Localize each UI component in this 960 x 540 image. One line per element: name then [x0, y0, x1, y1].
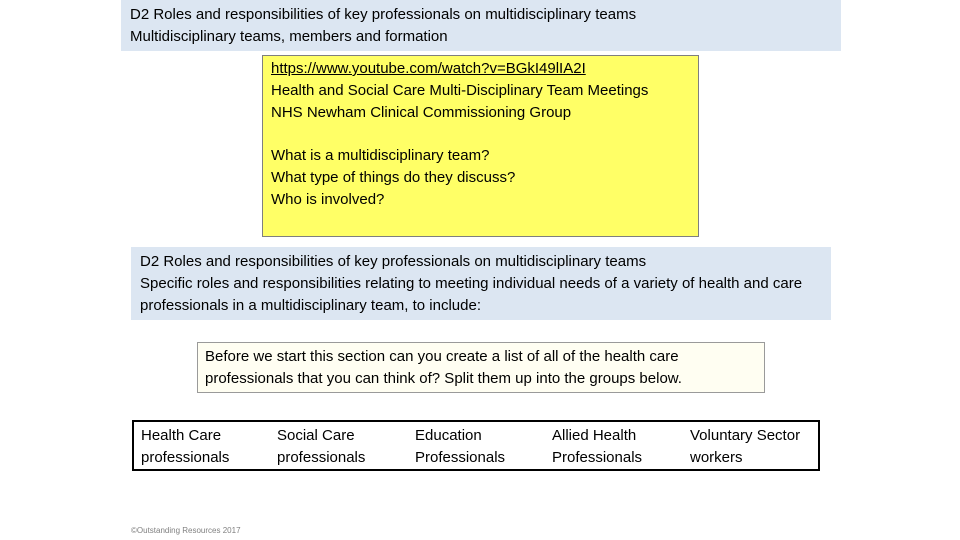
youtube-link[interactable]: https://www.youtube.com/watch?v=BGkI49lIA2I — [271, 60, 586, 77]
blank-line — [271, 124, 690, 145]
group-allied-health — [552, 425, 642, 469]
specific-title: D2 Roles and responsibilities of key professionals on multidisciplinary teams — [140, 253, 647, 270]
group-label-line-2: workers — [690, 449, 743, 466]
video-title: Health and Social Care Multi-Disciplinary Team Meetings — [271, 82, 649, 99]
task-line-2: professionals that you can think of? Split them up into the groups below. — [205, 370, 682, 387]
header-subtitle: Multidisciplinary teams, members and formation — [130, 28, 448, 45]
header-banner — [121, 0, 841, 51]
question-2: What type of things do they discuss? — [271, 169, 516, 186]
group-label-line-2: professionals — [277, 449, 366, 466]
video-info-box — [262, 55, 699, 237]
specific-body: Specific roles and responsibilities relating to meeting individual needs of a variety of health and care professionals in a multidisciplinary team, to include: — [140, 275, 803, 314]
question-1: What is a multidisciplinary team? — [271, 147, 490, 164]
video-source: NHS Newham Clinical Commissioning Group — [271, 104, 572, 121]
group-label-line-1: Education — [415, 427, 482, 444]
header-title: D2 Roles and responsibilities of key professionals on multidisciplinary teams — [130, 6, 637, 23]
group-label-line-1: Allied Health — [552, 427, 637, 444]
question-3: Who is involved? — [271, 191, 385, 208]
group-education — [415, 425, 505, 469]
group-label-line-1: Voluntary Sector — [690, 427, 801, 444]
task-box — [197, 342, 765, 393]
group-label-line-1: Social Care — [277, 427, 355, 444]
group-label-line-2: Professionals — [415, 449, 506, 466]
group-label-line-2: Professionals — [552, 449, 643, 466]
professional-groups-table — [132, 420, 820, 471]
group-label-line-1: Health Care — [141, 427, 222, 444]
task-line-1: Before we start this section can you create a list of all of the health care — [205, 348, 679, 365]
group-health-care — [141, 425, 229, 469]
copyright-footer: ©Outstanding Resources 2017 — [131, 526, 241, 535]
group-label-line-2: professionals — [141, 449, 230, 466]
group-voluntary-sector — [690, 425, 800, 469]
group-social-care — [277, 425, 365, 469]
specific-roles-banner — [131, 247, 831, 320]
